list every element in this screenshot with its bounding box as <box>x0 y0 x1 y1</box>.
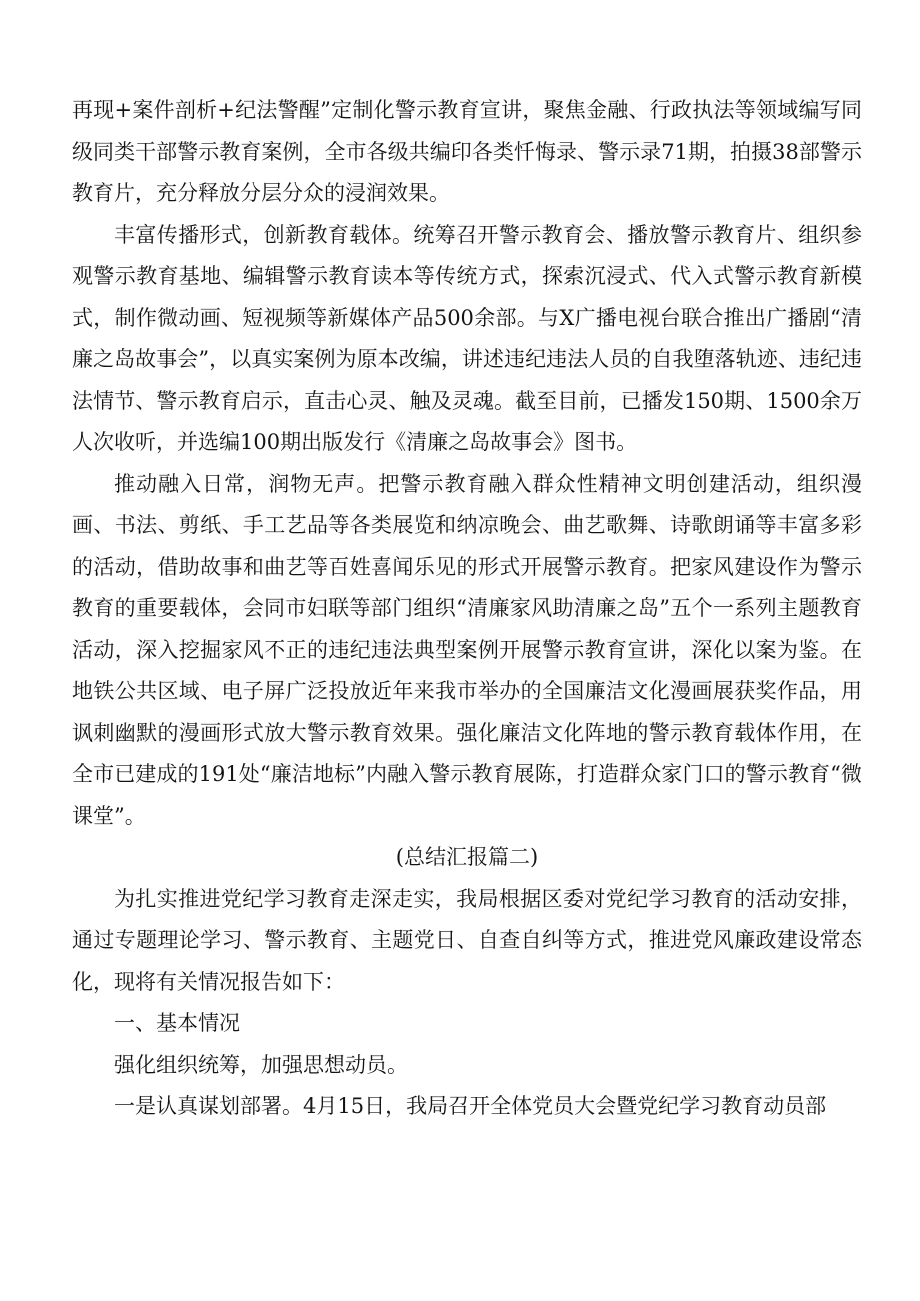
paragraph-continued: 再现+案件剖析+纪法警醒”定制化警示教育宣讲，聚焦金融、行政执法等领域编写同级同类干部警示教育案例，全市各级共编印各类忏悔录、警示录71期，拍摄38部警示教育片，充分释放分层分众的浸润效果。 <box>72 98 862 205</box>
paragraph-daily-integration: 推动融入日常，润物无声。把警示教育融入群众性精神文明创建活动，组织漫画、书法、剪纸、手工艺品等各类展览和纳凉晚会、曲艺歌舞、诗歌朗诵等丰富多彩的活动，借助故事和曲艺等百姓喜闻乐见的形式开展警示教育。把家风建设作为警示教育的重要载体，会同市妇联等部门组织“清廉家风助清廉之岛”五个一系列主题教育活动，深入挖掘家风不正的违纪违法典型案例开展警示教育宣讲，深化以案为鉴。在地铁公共区域、电子屏广泛投放近年来我市举办的全国廉洁文化漫画展获奖作品，用讽刺幽默的漫画形式放大警示教育效果。强化廉洁文化阵地的警示教育载体作用，在全市已建成的191处“廉洁地标”内融入警示教育展陈，打造群众家门口的警示教育“微课堂”。 <box>72 471 862 828</box>
heading-basic-situation: 一、基本情况 <box>114 1011 240 1035</box>
paragraph-intro: 为扎实推进党纪学习教育走深走实，我局根据区委对党纪学习教育的活动安排，通过专题理论学习、警示教育、主题党日、自查自纠等方式，推进党风廉政建设常态化，现将有关情况报告如下： <box>72 886 862 994</box>
document-body <box>72 90 862 1128</box>
paragraph-communication-forms: 丰富传播形式，创新教育载体。统筹召开警示教育会、播放警示教育片、组织参观警示教育基地、编辑警示教育读本等传统方式，探索沉浸式、代入式警示教育新模式，制作微动画、短视频等新媒体产品500余部。与X广播电视台联合推出广播剧“清廉之岛故事会”，以真实案例为原本改编，讲述违纪违法人员的自我堕落轨迹、违纪违法情节、警示教育启示，直击心灵、触及灵魂。截至目前，已播发150期、1500余万人次收听，并选编100期出版发行《清廉之岛故事会》图书。 <box>72 222 862 454</box>
paragraph-organization: 强化组织统筹，加强思想动员。 <box>114 1052 408 1077</box>
paragraph-planning: 一是认真谋划部署。4月15日，我局召开全体党员大会暨党纪学习教育动员部 <box>114 1094 827 1118</box>
section-title: (总结汇报篇二) <box>395 845 539 869</box>
